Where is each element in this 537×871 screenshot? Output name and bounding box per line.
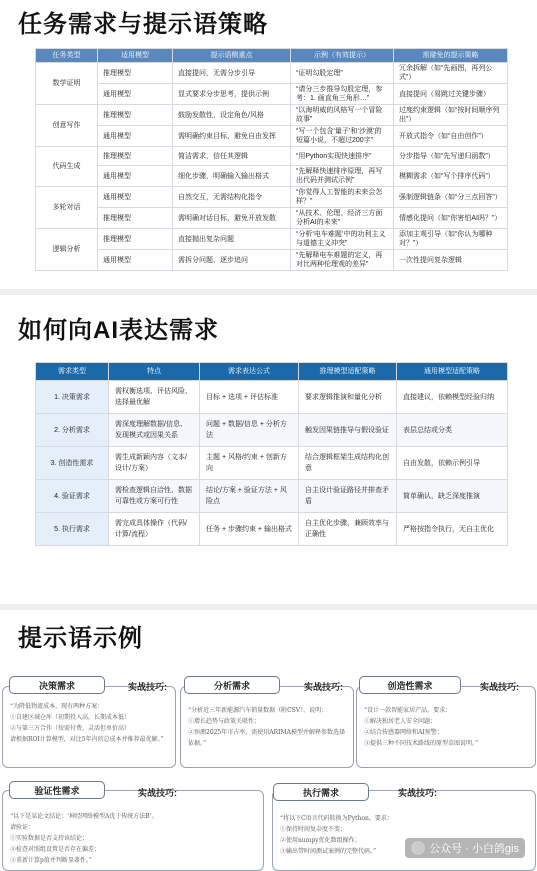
table-cell-trait: 需完成具体操作（代码/计算/流程） bbox=[109, 513, 200, 546]
table-cell-example: “你觉得人工智能的未来会怎样？” bbox=[291, 187, 394, 208]
table-cell-avoid: 情感化提问（如“你害怕AI吗？”） bbox=[394, 208, 508, 229]
table-cell-focus: 需明确约束目标，避免自由发挥 bbox=[173, 126, 291, 147]
watermark bbox=[405, 838, 525, 858]
table-cell-general: 直接建议，依赖模型经验归纳 bbox=[397, 381, 508, 414]
table-cell-model: 通用模型 bbox=[98, 187, 173, 208]
section-title-examples: 提示语示例 bbox=[18, 625, 143, 652]
tip-label: 实战技巧: bbox=[304, 682, 343, 692]
tip-label: 实战技巧: bbox=[398, 788, 437, 798]
table-cell-reason: 要求逻辑推演和量化分析 bbox=[299, 381, 397, 414]
strategy-header-cell: 提示语侧重点 bbox=[173, 49, 291, 63]
table-row bbox=[36, 187, 508, 208]
task-type-cell: 逻辑分析 bbox=[36, 229, 98, 271]
card-text: “将以下C语言代码转换为Python，要求： ①保持时间复杂度不变； ②使用numpy优化数组操作； ③输出带时间测试案例的完整代码。” bbox=[280, 815, 393, 855]
table-cell-reason: 自主优化步骤，兼顾效率与正确性 bbox=[299, 513, 397, 546]
task-type-cell: 多轮对话 bbox=[36, 187, 98, 229]
table-cell-reason: 自主设计验证路径并排查矛盾 bbox=[299, 480, 397, 513]
express-table bbox=[35, 362, 508, 546]
table-cell-avoid: 冗余拆解（如“先画图，再列公式”） bbox=[394, 63, 508, 84]
table-cell-example: “分析‘电车难题’中的功利主义与道德主义冲突” bbox=[291, 229, 394, 250]
table-cell-type: 5. 执行需求 bbox=[36, 513, 109, 546]
strategy-header-cell: 示例（有效提示） bbox=[291, 49, 394, 63]
card-label-execute: 执行需求 bbox=[273, 783, 369, 801]
table-row bbox=[36, 208, 508, 229]
strategy-table-header bbox=[36, 49, 508, 63]
card-text: “为降低物流成本，现有两种方案： ①自建区域仓库（初期投入高，长期成本低） ②与第三方合作（按需付费，灵活但单价高） 请根据ROI计算模型，对比5年内的总成本并推荐最优解。” bbox=[10, 703, 164, 743]
table-row bbox=[36, 480, 508, 513]
table-cell-formula: 结论/方案 + 验证方法 + 风险点 bbox=[200, 480, 299, 513]
table-cell-type: 3. 创造性需求 bbox=[36, 447, 109, 480]
table-cell-focus: 直接抛出复杂问题 bbox=[173, 229, 291, 250]
card-label-creative: 创造性需求 bbox=[359, 676, 461, 694]
table-cell-reason: 结合逻辑框架生成结构化创意 bbox=[299, 447, 397, 480]
table-row bbox=[36, 166, 508, 187]
card-label-decision: 决策需求 bbox=[9, 676, 105, 694]
express-header-cell: 通用模型适配策略 bbox=[397, 363, 508, 381]
strategy-header-cell: 任务类型 bbox=[36, 49, 98, 63]
example-card-decision bbox=[2, 686, 176, 768]
tip-label: 实战技巧: bbox=[128, 682, 167, 692]
table-cell-formula: 目标 + 选项 + 评估标准 bbox=[200, 381, 299, 414]
express-header-cell: 推理模型适配策略 bbox=[299, 363, 397, 381]
table-row bbox=[36, 126, 508, 147]
card-text: “设计一款智能家居产品，要求： ①解决独居老人安全问题； ②结合传感器网络和AI预警； ③提供三种不同技术路线的原型草图说明。” bbox=[364, 707, 479, 747]
table-cell-example: “请分三步推导勾股定理，参考：1. 画直角三角形…” bbox=[291, 84, 394, 105]
wechat-icon bbox=[411, 841, 425, 855]
table-cell-focus: 鼓励发散性，设定角色/风格 bbox=[173, 105, 291, 126]
table-cell-focus: 显式要求分步思考，提供示例 bbox=[173, 84, 291, 105]
task-type-cell: 创意写作 bbox=[36, 105, 98, 147]
table-cell-example: “证明勾股定理” bbox=[291, 63, 394, 84]
table-row bbox=[36, 381, 508, 414]
table-cell-model: 通用模型 bbox=[98, 166, 173, 187]
express-table-header bbox=[36, 363, 508, 381]
table-cell-avoid: 强制逻辑链条（如“分三点回答”） bbox=[394, 187, 508, 208]
table-row bbox=[36, 414, 508, 447]
table-cell-example: “用Python实现快速排序” bbox=[291, 147, 394, 166]
card-label-verify: 验证性需求 bbox=[9, 781, 105, 799]
table-cell-focus: 需明确对话目标，避免开放发散 bbox=[173, 208, 291, 229]
table-cell-model: 推理模型 bbox=[98, 147, 173, 166]
table-cell-model: 推理模型 bbox=[98, 63, 173, 84]
tip-label: 实战技巧: bbox=[138, 788, 177, 798]
card-text: “以下是某论文结论：‘神经网络模型A优于传统方法B’。 请验证： ①实验数据是否支持该结论； ②检查对照组设置是否存在偏差； ③重新计算p值并判断显著性。” bbox=[10, 813, 158, 864]
table-cell-focus: 自然交互，无需结构化指令 bbox=[173, 187, 291, 208]
table-cell-avoid: 过度约束逻辑（如“按时间顺序列出”） bbox=[394, 105, 508, 126]
table-cell-trait: 需深度理解数据/信息、发现模式或因果关系 bbox=[109, 414, 200, 447]
table-cell-focus: 细化步骤，明确输入输出格式 bbox=[173, 166, 291, 187]
table-cell-avoid: 开放式指令（如“自由创作”） bbox=[394, 126, 508, 147]
table-cell-example: “以海明威的风格写一个冒险故事” bbox=[291, 105, 394, 126]
task-type-cell: 代码生成 bbox=[36, 147, 98, 187]
table-cell-avoid: 模糊需求（如“写个排序代码”） bbox=[394, 166, 508, 187]
section-title-express: 如何向AI表达需求 bbox=[18, 317, 219, 344]
strategy-table bbox=[35, 48, 508, 271]
table-cell-model: 通用模型 bbox=[98, 250, 173, 271]
table-cell-model: 推理模型 bbox=[98, 229, 173, 250]
table-cell-model: 推理模型 bbox=[98, 208, 173, 229]
table-cell-focus: 简洁需求，信任其逻辑 bbox=[173, 147, 291, 166]
table-cell-trait: 需权衡选项、评估风险、选择最优解 bbox=[109, 381, 200, 414]
express-header-cell: 需求类型 bbox=[36, 363, 109, 381]
table-cell-example: “写一个包含‘量子’和‘沙漠’的短篇小说，不超过200字” bbox=[291, 126, 394, 147]
table-cell-example: “从技术、伦理、经济三方面分析AI的未来” bbox=[291, 208, 394, 229]
table-cell-avoid: 分步指导（如“先写递归函数”） bbox=[394, 147, 508, 166]
watermark-text: 公众号 · 小白鸽gis bbox=[429, 843, 519, 855]
table-cell-model: 通用模型 bbox=[98, 84, 173, 105]
strategy-header-cell: 适用模型 bbox=[98, 49, 173, 63]
table-cell-type: 2. 分析需求 bbox=[36, 414, 109, 447]
task-type-cell: 数学证明 bbox=[36, 63, 98, 105]
table-cell-trait: 需检查逻辑自洽性、数据可靠性或方案可行性 bbox=[109, 480, 200, 513]
section-title-strategy: 任务需求与提示语策略 bbox=[18, 11, 268, 38]
table-row bbox=[36, 84, 508, 105]
express-header-cell: 特点 bbox=[109, 363, 200, 381]
table-row bbox=[36, 63, 508, 84]
example-card-creative bbox=[356, 686, 536, 768]
table-row bbox=[36, 250, 508, 271]
tip-label: 实战技巧: bbox=[480, 682, 519, 692]
section-divider-2 bbox=[0, 604, 537, 610]
table-row bbox=[36, 105, 508, 126]
table-cell-focus: 需拆分问题，逐步追问 bbox=[173, 250, 291, 271]
table-cell-example: “先解释快速排序原理，再写出代码并测试示例” bbox=[291, 166, 394, 187]
table-row bbox=[36, 147, 508, 166]
section-divider-1 bbox=[0, 289, 537, 295]
table-row bbox=[36, 447, 508, 480]
example-card-analysis bbox=[180, 686, 354, 768]
card-label-analysis: 分析需求 bbox=[184, 676, 280, 694]
table-cell-avoid: 一次性提问复杂逻辑 bbox=[394, 250, 508, 271]
table-cell-reason: 触发因果链推导与假设验证 bbox=[299, 414, 397, 447]
express-header-cell: 需求表达公式 bbox=[200, 363, 299, 381]
strategy-header-cell: 需避免的提示策略 bbox=[394, 49, 508, 63]
table-cell-trait: 需生成新颖内容（文本/设计/方案） bbox=[109, 447, 200, 480]
table-cell-model: 推理模型 bbox=[98, 105, 173, 126]
table-cell-avoid: 直接提问（易跳过关键步骤） bbox=[394, 84, 508, 105]
table-cell-general: 表层总结或分类 bbox=[397, 414, 508, 447]
table-cell-avoid: 添加主观引导（如“你认为哪种对？”） bbox=[394, 229, 508, 250]
table-cell-general: 自由发散，依赖示例引导 bbox=[397, 447, 508, 480]
table-row bbox=[36, 229, 508, 250]
table-cell-formula: 问题 + 数据/信息 + 分析方法 bbox=[200, 414, 299, 447]
table-cell-type: 1. 决策需求 bbox=[36, 381, 109, 414]
table-cell-focus: 直接提问，无需分步引导 bbox=[173, 63, 291, 84]
example-card-execute bbox=[272, 790, 536, 871]
table-cell-type: 4. 验证需求 bbox=[36, 480, 109, 513]
table-cell-example: “先解释电车难题的定义，再对比两种伦理观的差异” bbox=[291, 250, 394, 271]
example-card-verify bbox=[2, 790, 264, 871]
card-text: “分析近三年新能源汽车销量数据（附CSV），说明： ①增长趋势与政策关联性； ②预测2025年市占率，需使用ARIMA模型并解释参数选择依据。” bbox=[188, 707, 345, 747]
table-row bbox=[36, 513, 508, 546]
table-cell-general: 严格按指令执行，无自主优化 bbox=[397, 513, 508, 546]
table-cell-formula: 主题 + 风格/约束 + 创新方向 bbox=[200, 447, 299, 480]
table-cell-general: 简单确认，缺乏深度推演 bbox=[397, 480, 508, 513]
table-cell-model: 通用模型 bbox=[98, 126, 173, 147]
table-cell-formula: 任务 + 步骤约束 + 输出格式 bbox=[200, 513, 299, 546]
